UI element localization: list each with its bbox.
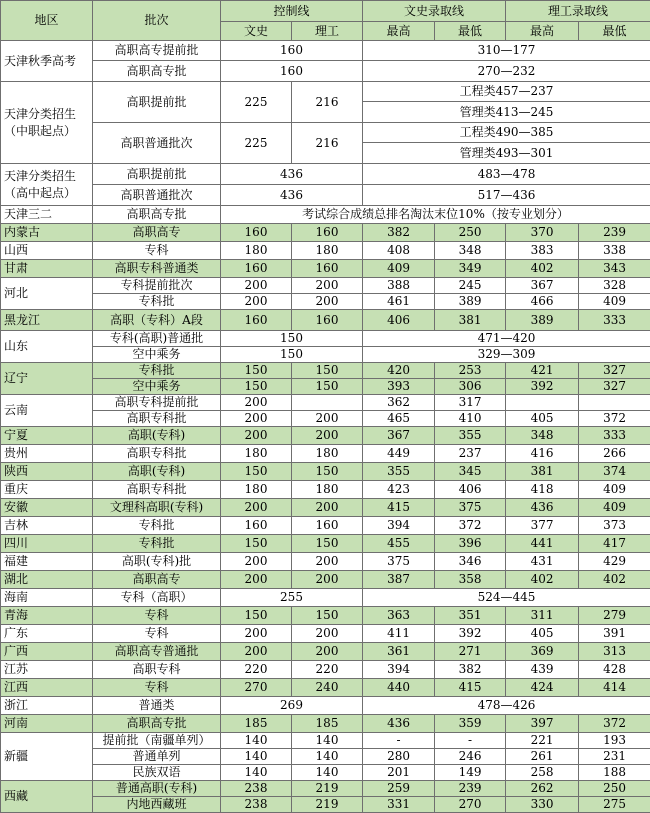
- control-arts-cell: 200: [221, 571, 292, 589]
- control-sci-cell: 150: [292, 379, 363, 395]
- arts-high-cell: 355: [363, 463, 435, 481]
- arts-low-cell: 381: [435, 310, 506, 331]
- control-line-cell: 436: [221, 164, 363, 185]
- control-sci-cell: 150: [292, 535, 363, 553]
- batch-cell: 空中乘务: [93, 379, 221, 395]
- control-sci-cell: 140: [292, 765, 363, 781]
- control-sci-cell: 140: [292, 749, 363, 765]
- arts-low-cell: 270: [435, 797, 506, 813]
- arts-low-cell: 375: [435, 499, 506, 517]
- control-arts-cell: 150: [221, 535, 292, 553]
- sci-low-cell: 231: [579, 749, 650, 765]
- batch-cell: 专科(高职)普通批: [93, 331, 221, 347]
- sci-high-cell: [506, 395, 579, 411]
- arts-high-cell: 201: [363, 765, 435, 781]
- sci-high-cell: 436: [506, 499, 579, 517]
- control-sci-cell: 180: [292, 242, 363, 260]
- control-arts-cell: 238: [221, 797, 292, 813]
- region-cell: 天津分类招生（中职起点）: [1, 82, 93, 164]
- score-range-cell: 471—420: [363, 331, 650, 347]
- arts-low-cell: 149: [435, 765, 506, 781]
- control-arts-cell: 150: [221, 379, 292, 395]
- arts-high-cell: -: [363, 733, 435, 749]
- sci-low-cell: 343: [579, 260, 650, 278]
- arts-low-cell: 351: [435, 607, 506, 625]
- control-sci-cell: 200: [292, 553, 363, 571]
- note-cell: 考试综合成绩总排名淘汰末位10%（按专业划分）: [221, 206, 650, 224]
- sci-high-cell: 381: [506, 463, 579, 481]
- control-sci-cell: 160: [292, 224, 363, 242]
- header-control-line: 控制线: [221, 1, 363, 22]
- region-cell: 贵州: [1, 445, 93, 463]
- batch-cell: 高职专科普通类: [93, 260, 221, 278]
- region-cell: 天津三二: [1, 206, 93, 224]
- region-cell: 重庆: [1, 481, 93, 499]
- sci-high-cell: 402: [506, 260, 579, 278]
- sci-high-cell: 441: [506, 535, 579, 553]
- header-control-sci: 理工: [292, 22, 363, 41]
- sci-low-cell: 327: [579, 363, 650, 379]
- sci-high-cell: 330: [506, 797, 579, 813]
- control-arts-cell: 140: [221, 749, 292, 765]
- batch-cell: 高职高专: [93, 224, 221, 242]
- score-range-cell: 329—309: [363, 347, 650, 363]
- arts-low-cell: 415: [435, 679, 506, 697]
- sci-low-cell: 391: [579, 625, 650, 643]
- sci-high-cell: 439: [506, 661, 579, 679]
- header-arts-high: 最高: [363, 22, 435, 41]
- control-arts-cell: 150: [221, 463, 292, 481]
- control-arts-cell: 150: [221, 607, 292, 625]
- sci-low-cell: 417: [579, 535, 650, 553]
- sci-high-cell: 262: [506, 781, 579, 797]
- control-sci-cell: 219: [292, 797, 363, 813]
- sci-low-cell: 428: [579, 661, 650, 679]
- sci-high-cell: 405: [506, 411, 579, 427]
- score-range-cell: 工程类457—237: [363, 82, 650, 102]
- arts-high-cell: 411: [363, 625, 435, 643]
- region-cell: 山东: [1, 331, 93, 363]
- arts-high-cell: 461: [363, 294, 435, 310]
- region-cell: 福建: [1, 553, 93, 571]
- score-range-cell: 524—445: [363, 589, 650, 607]
- region-cell: 西藏: [1, 781, 93, 813]
- batch-cell: 高职专科: [93, 661, 221, 679]
- control-arts-cell: 225: [221, 123, 292, 164]
- sci-high-cell: 389: [506, 310, 579, 331]
- score-range-cell: 工程类490—385: [363, 123, 650, 143]
- control-line-cell: 160: [221, 61, 363, 82]
- score-range-cell: 310—177: [363, 41, 650, 61]
- control-arts-cell: 160: [221, 260, 292, 278]
- control-arts-cell: 140: [221, 733, 292, 749]
- sci-low-cell: 333: [579, 427, 650, 445]
- batch-cell: 专科提前批次: [93, 278, 221, 294]
- batch-cell: 高职专科批: [93, 445, 221, 463]
- arts-low-cell: 237: [435, 445, 506, 463]
- arts-high-cell: 388: [363, 278, 435, 294]
- score-range-cell: 管理类493—301: [363, 143, 650, 164]
- batch-cell: 专科批: [93, 294, 221, 310]
- control-sci-cell: 200: [292, 571, 363, 589]
- arts-low-cell: 245: [435, 278, 506, 294]
- region-cell: 江苏: [1, 661, 93, 679]
- header-sci-admission: 理工录取线: [506, 1, 650, 22]
- arts-low-cell: 345: [435, 463, 506, 481]
- region-cell: 浙江: [1, 697, 93, 715]
- header-region: 地区: [1, 1, 93, 41]
- batch-cell: 专科: [93, 625, 221, 643]
- arts-low-cell: 346: [435, 553, 506, 571]
- control-sci-cell: 160: [292, 260, 363, 278]
- control-sci-cell: [292, 395, 363, 411]
- arts-high-cell: 423: [363, 481, 435, 499]
- sci-low-cell: 328: [579, 278, 650, 294]
- score-range-cell: 517—436: [363, 185, 650, 206]
- control-sci-cell: 150: [292, 463, 363, 481]
- sci-low-cell: 373: [579, 517, 650, 535]
- batch-cell: 专科（高职）: [93, 589, 221, 607]
- arts-low-cell: 253: [435, 363, 506, 379]
- sci-low-cell: 327: [579, 379, 650, 395]
- arts-low-cell: 382: [435, 661, 506, 679]
- control-sci-cell: 200: [292, 499, 363, 517]
- control-arts-cell: 160: [221, 517, 292, 535]
- sci-low-cell: 372: [579, 411, 650, 427]
- control-arts-cell: 238: [221, 781, 292, 797]
- sci-high-cell: 221: [506, 733, 579, 749]
- control-line-cell: 150: [221, 331, 363, 347]
- control-line-cell: 255: [221, 589, 363, 607]
- arts-high-cell: 440: [363, 679, 435, 697]
- region-cell: 辽宁: [1, 363, 93, 395]
- sci-low-cell: 266: [579, 445, 650, 463]
- arts-low-cell: 355: [435, 427, 506, 445]
- arts-low-cell: -: [435, 733, 506, 749]
- arts-high-cell: 280: [363, 749, 435, 765]
- region-cell: 内蒙古: [1, 224, 93, 242]
- control-sci-cell: 200: [292, 625, 363, 643]
- arts-high-cell: 259: [363, 781, 435, 797]
- control-arts-cell: 180: [221, 242, 292, 260]
- batch-cell: 高职高专批: [93, 715, 221, 733]
- arts-high-cell: 361: [363, 643, 435, 661]
- arts-high-cell: 420: [363, 363, 435, 379]
- arts-low-cell: 372: [435, 517, 506, 535]
- region-cell: 海南: [1, 589, 93, 607]
- sci-low-cell: 409: [579, 481, 650, 499]
- sci-high-cell: 369: [506, 643, 579, 661]
- control-arts-cell: 160: [221, 310, 292, 331]
- sci-low-cell: 313: [579, 643, 650, 661]
- sci-low-cell: 409: [579, 499, 650, 517]
- sci-high-cell: 431: [506, 553, 579, 571]
- arts-high-cell: 331: [363, 797, 435, 813]
- control-arts-cell: 225: [221, 82, 292, 123]
- batch-cell: 高职普通批次: [93, 123, 221, 164]
- batch-cell: 高职专科批: [93, 481, 221, 499]
- batch-cell: 普通单列: [93, 749, 221, 765]
- sci-high-cell: 258: [506, 765, 579, 781]
- sci-high-cell: 418: [506, 481, 579, 499]
- sci-high-cell: 397: [506, 715, 579, 733]
- arts-low-cell: 317: [435, 395, 506, 411]
- batch-cell: 专科批: [93, 363, 221, 379]
- batch-cell: 高职提前批: [93, 164, 221, 185]
- arts-low-cell: 359: [435, 715, 506, 733]
- sci-low-cell: [579, 395, 650, 411]
- sci-high-cell: 377: [506, 517, 579, 535]
- arts-low-cell: 392: [435, 625, 506, 643]
- control-arts-cell: 200: [221, 643, 292, 661]
- batch-cell: 高职普通批次: [93, 185, 221, 206]
- arts-high-cell: 362: [363, 395, 435, 411]
- sci-high-cell: 392: [506, 379, 579, 395]
- control-sci-cell: 200: [292, 278, 363, 294]
- arts-low-cell: 246: [435, 749, 506, 765]
- control-line-cell: 269: [221, 697, 363, 715]
- arts-low-cell: 396: [435, 535, 506, 553]
- region-cell: 甘肃: [1, 260, 93, 278]
- score-range-cell: 管理类413—245: [363, 102, 650, 123]
- sci-low-cell: 333: [579, 310, 650, 331]
- sci-high-cell: 416: [506, 445, 579, 463]
- control-arts-cell: 200: [221, 278, 292, 294]
- control-sci-cell: 200: [292, 294, 363, 310]
- header-sci-low: 最低: [579, 22, 650, 41]
- sci-high-cell: 370: [506, 224, 579, 242]
- control-sci-cell: 216: [292, 123, 363, 164]
- batch-cell: 普通类: [93, 697, 221, 715]
- arts-low-cell: 306: [435, 379, 506, 395]
- arts-high-cell: 375: [363, 553, 435, 571]
- arts-high-cell: 436: [363, 715, 435, 733]
- arts-high-cell: 465: [363, 411, 435, 427]
- control-arts-cell: 200: [221, 411, 292, 427]
- sci-low-cell: 402: [579, 571, 650, 589]
- header-control-arts: 文史: [221, 22, 292, 41]
- batch-cell: 高职高专: [93, 571, 221, 589]
- arts-low-cell: 348: [435, 242, 506, 260]
- arts-high-cell: 382: [363, 224, 435, 242]
- score-range-cell: 478—426: [363, 697, 650, 715]
- sci-low-cell: 250: [579, 781, 650, 797]
- control-sci-cell: 180: [292, 445, 363, 463]
- sci-high-cell: 466: [506, 294, 579, 310]
- arts-high-cell: 394: [363, 517, 435, 535]
- batch-cell: 专科批: [93, 535, 221, 553]
- arts-low-cell: 358: [435, 571, 506, 589]
- control-sci-cell: 150: [292, 363, 363, 379]
- control-sci-cell: 240: [292, 679, 363, 697]
- arts-low-cell: 389: [435, 294, 506, 310]
- region-cell: 青海: [1, 607, 93, 625]
- control-sci-cell: 140: [292, 733, 363, 749]
- sci-high-cell: 367: [506, 278, 579, 294]
- sci-high-cell: 421: [506, 363, 579, 379]
- sci-high-cell: 405: [506, 625, 579, 643]
- batch-cell: 提前批（南疆单列）: [93, 733, 221, 749]
- control-arts-cell: 140: [221, 765, 292, 781]
- region-cell: 江西: [1, 679, 93, 697]
- region-cell: 吉林: [1, 517, 93, 535]
- score-range-cell: 483—478: [363, 164, 650, 185]
- sci-low-cell: 338: [579, 242, 650, 260]
- control-arts-cell: 200: [221, 427, 292, 445]
- sci-high-cell: 348: [506, 427, 579, 445]
- control-arts-cell: 150: [221, 363, 292, 379]
- sci-high-cell: 261: [506, 749, 579, 765]
- arts-low-cell: 250: [435, 224, 506, 242]
- control-sci-cell: 220: [292, 661, 363, 679]
- arts-high-cell: 415: [363, 499, 435, 517]
- region-cell: 湖北: [1, 571, 93, 589]
- region-cell: 宁夏: [1, 427, 93, 445]
- control-arts-cell: 270: [221, 679, 292, 697]
- arts-low-cell: 410: [435, 411, 506, 427]
- control-arts-cell: 180: [221, 481, 292, 499]
- control-arts-cell: 200: [221, 553, 292, 571]
- batch-cell: 专科: [93, 679, 221, 697]
- arts-low-cell: 349: [435, 260, 506, 278]
- batch-cell: 空中乘务: [93, 347, 221, 363]
- batch-cell: 专科批: [93, 517, 221, 535]
- sci-low-cell: 429: [579, 553, 650, 571]
- arts-low-cell: 271: [435, 643, 506, 661]
- control-line-cell: 160: [221, 41, 363, 61]
- header-arts-admission: 文史录取线: [363, 1, 506, 22]
- sci-low-cell: 414: [579, 679, 650, 697]
- control-arts-cell: 200: [221, 625, 292, 643]
- control-arts-cell: 200: [221, 499, 292, 517]
- control-sci-cell: 216: [292, 82, 363, 123]
- score-range-cell: 270—232: [363, 61, 650, 82]
- region-cell: 新疆: [1, 733, 93, 781]
- arts-high-cell: 367: [363, 427, 435, 445]
- sci-low-cell: 275: [579, 797, 650, 813]
- arts-high-cell: 394: [363, 661, 435, 679]
- region-cell: 天津分类招生（高中起点）: [1, 164, 93, 206]
- batch-cell: 高职高专批: [93, 61, 221, 82]
- arts-high-cell: 409: [363, 260, 435, 278]
- header-arts-low: 最低: [435, 22, 506, 41]
- batch-cell: 高职提前批: [93, 82, 221, 123]
- sci-high-cell: 402: [506, 571, 579, 589]
- header-sci-high: 最高: [506, 22, 579, 41]
- batch-cell: 高职专科批: [93, 411, 221, 427]
- control-arts-cell: 180: [221, 445, 292, 463]
- region-cell: 黑龙江: [1, 310, 93, 331]
- arts-high-cell: 449: [363, 445, 435, 463]
- batch-cell: 专科: [93, 242, 221, 260]
- sci-low-cell: 239: [579, 224, 650, 242]
- sci-high-cell: 424: [506, 679, 579, 697]
- arts-high-cell: 408: [363, 242, 435, 260]
- sci-high-cell: 383: [506, 242, 579, 260]
- region-cell: 天津秋季高考: [1, 41, 93, 82]
- sci-high-cell: 311: [506, 607, 579, 625]
- arts-low-cell: 239: [435, 781, 506, 797]
- batch-cell: 文理科高职(专科): [93, 499, 221, 517]
- batch-cell: 内地西藏班: [93, 797, 221, 813]
- batch-cell: 高职高专普通批: [93, 643, 221, 661]
- batch-cell: 普通高职(专科): [93, 781, 221, 797]
- region-cell: 河南: [1, 715, 93, 733]
- arts-high-cell: 393: [363, 379, 435, 395]
- batch-cell: 高职(专科): [93, 427, 221, 445]
- batch-cell: 高职高专批: [93, 206, 221, 224]
- control-sci-cell: 185: [292, 715, 363, 733]
- batch-cell: 专科: [93, 607, 221, 625]
- control-sci-cell: 160: [292, 517, 363, 535]
- control-arts-cell: 200: [221, 395, 292, 411]
- control-arts-cell: 160: [221, 224, 292, 242]
- region-cell: 广西: [1, 643, 93, 661]
- sci-low-cell: 372: [579, 715, 650, 733]
- region-cell: 山西: [1, 242, 93, 260]
- control-arts-cell: 220: [221, 661, 292, 679]
- batch-cell: 高职(专科)批: [93, 553, 221, 571]
- sci-low-cell: 409: [579, 294, 650, 310]
- control-sci-cell: 200: [292, 411, 363, 427]
- sci-low-cell: 279: [579, 607, 650, 625]
- batch-cell: 民族双语: [93, 765, 221, 781]
- arts-high-cell: 455: [363, 535, 435, 553]
- sci-low-cell: 188: [579, 765, 650, 781]
- batch-cell: 高职专科提前批: [93, 395, 221, 411]
- region-cell: 云南: [1, 395, 93, 427]
- control-arts-cell: 185: [221, 715, 292, 733]
- sci-low-cell: 374: [579, 463, 650, 481]
- region-cell: 广东: [1, 625, 93, 643]
- arts-high-cell: 387: [363, 571, 435, 589]
- control-sci-cell: 200: [292, 427, 363, 445]
- region-cell: 陕西: [1, 463, 93, 481]
- sci-low-cell: 193: [579, 733, 650, 749]
- header-batch: 批次: [93, 1, 221, 41]
- control-sci-cell: 180: [292, 481, 363, 499]
- control-line-cell: 436: [221, 185, 363, 206]
- region-cell: 安徽: [1, 499, 93, 517]
- region-cell: 河北: [1, 278, 93, 310]
- batch-cell: 高职高专提前批: [93, 41, 221, 61]
- region-cell: 四川: [1, 535, 93, 553]
- arts-low-cell: 406: [435, 481, 506, 499]
- control-sci-cell: 219: [292, 781, 363, 797]
- arts-high-cell: 406: [363, 310, 435, 331]
- control-line-cell: 150: [221, 347, 363, 363]
- arts-high-cell: 363: [363, 607, 435, 625]
- control-sci-cell: 200: [292, 643, 363, 661]
- control-arts-cell: 200: [221, 294, 292, 310]
- control-sci-cell: 150: [292, 607, 363, 625]
- control-sci-cell: 160: [292, 310, 363, 331]
- batch-cell: 高职（专科）A段: [93, 310, 221, 331]
- batch-cell: 高职(专科): [93, 463, 221, 481]
